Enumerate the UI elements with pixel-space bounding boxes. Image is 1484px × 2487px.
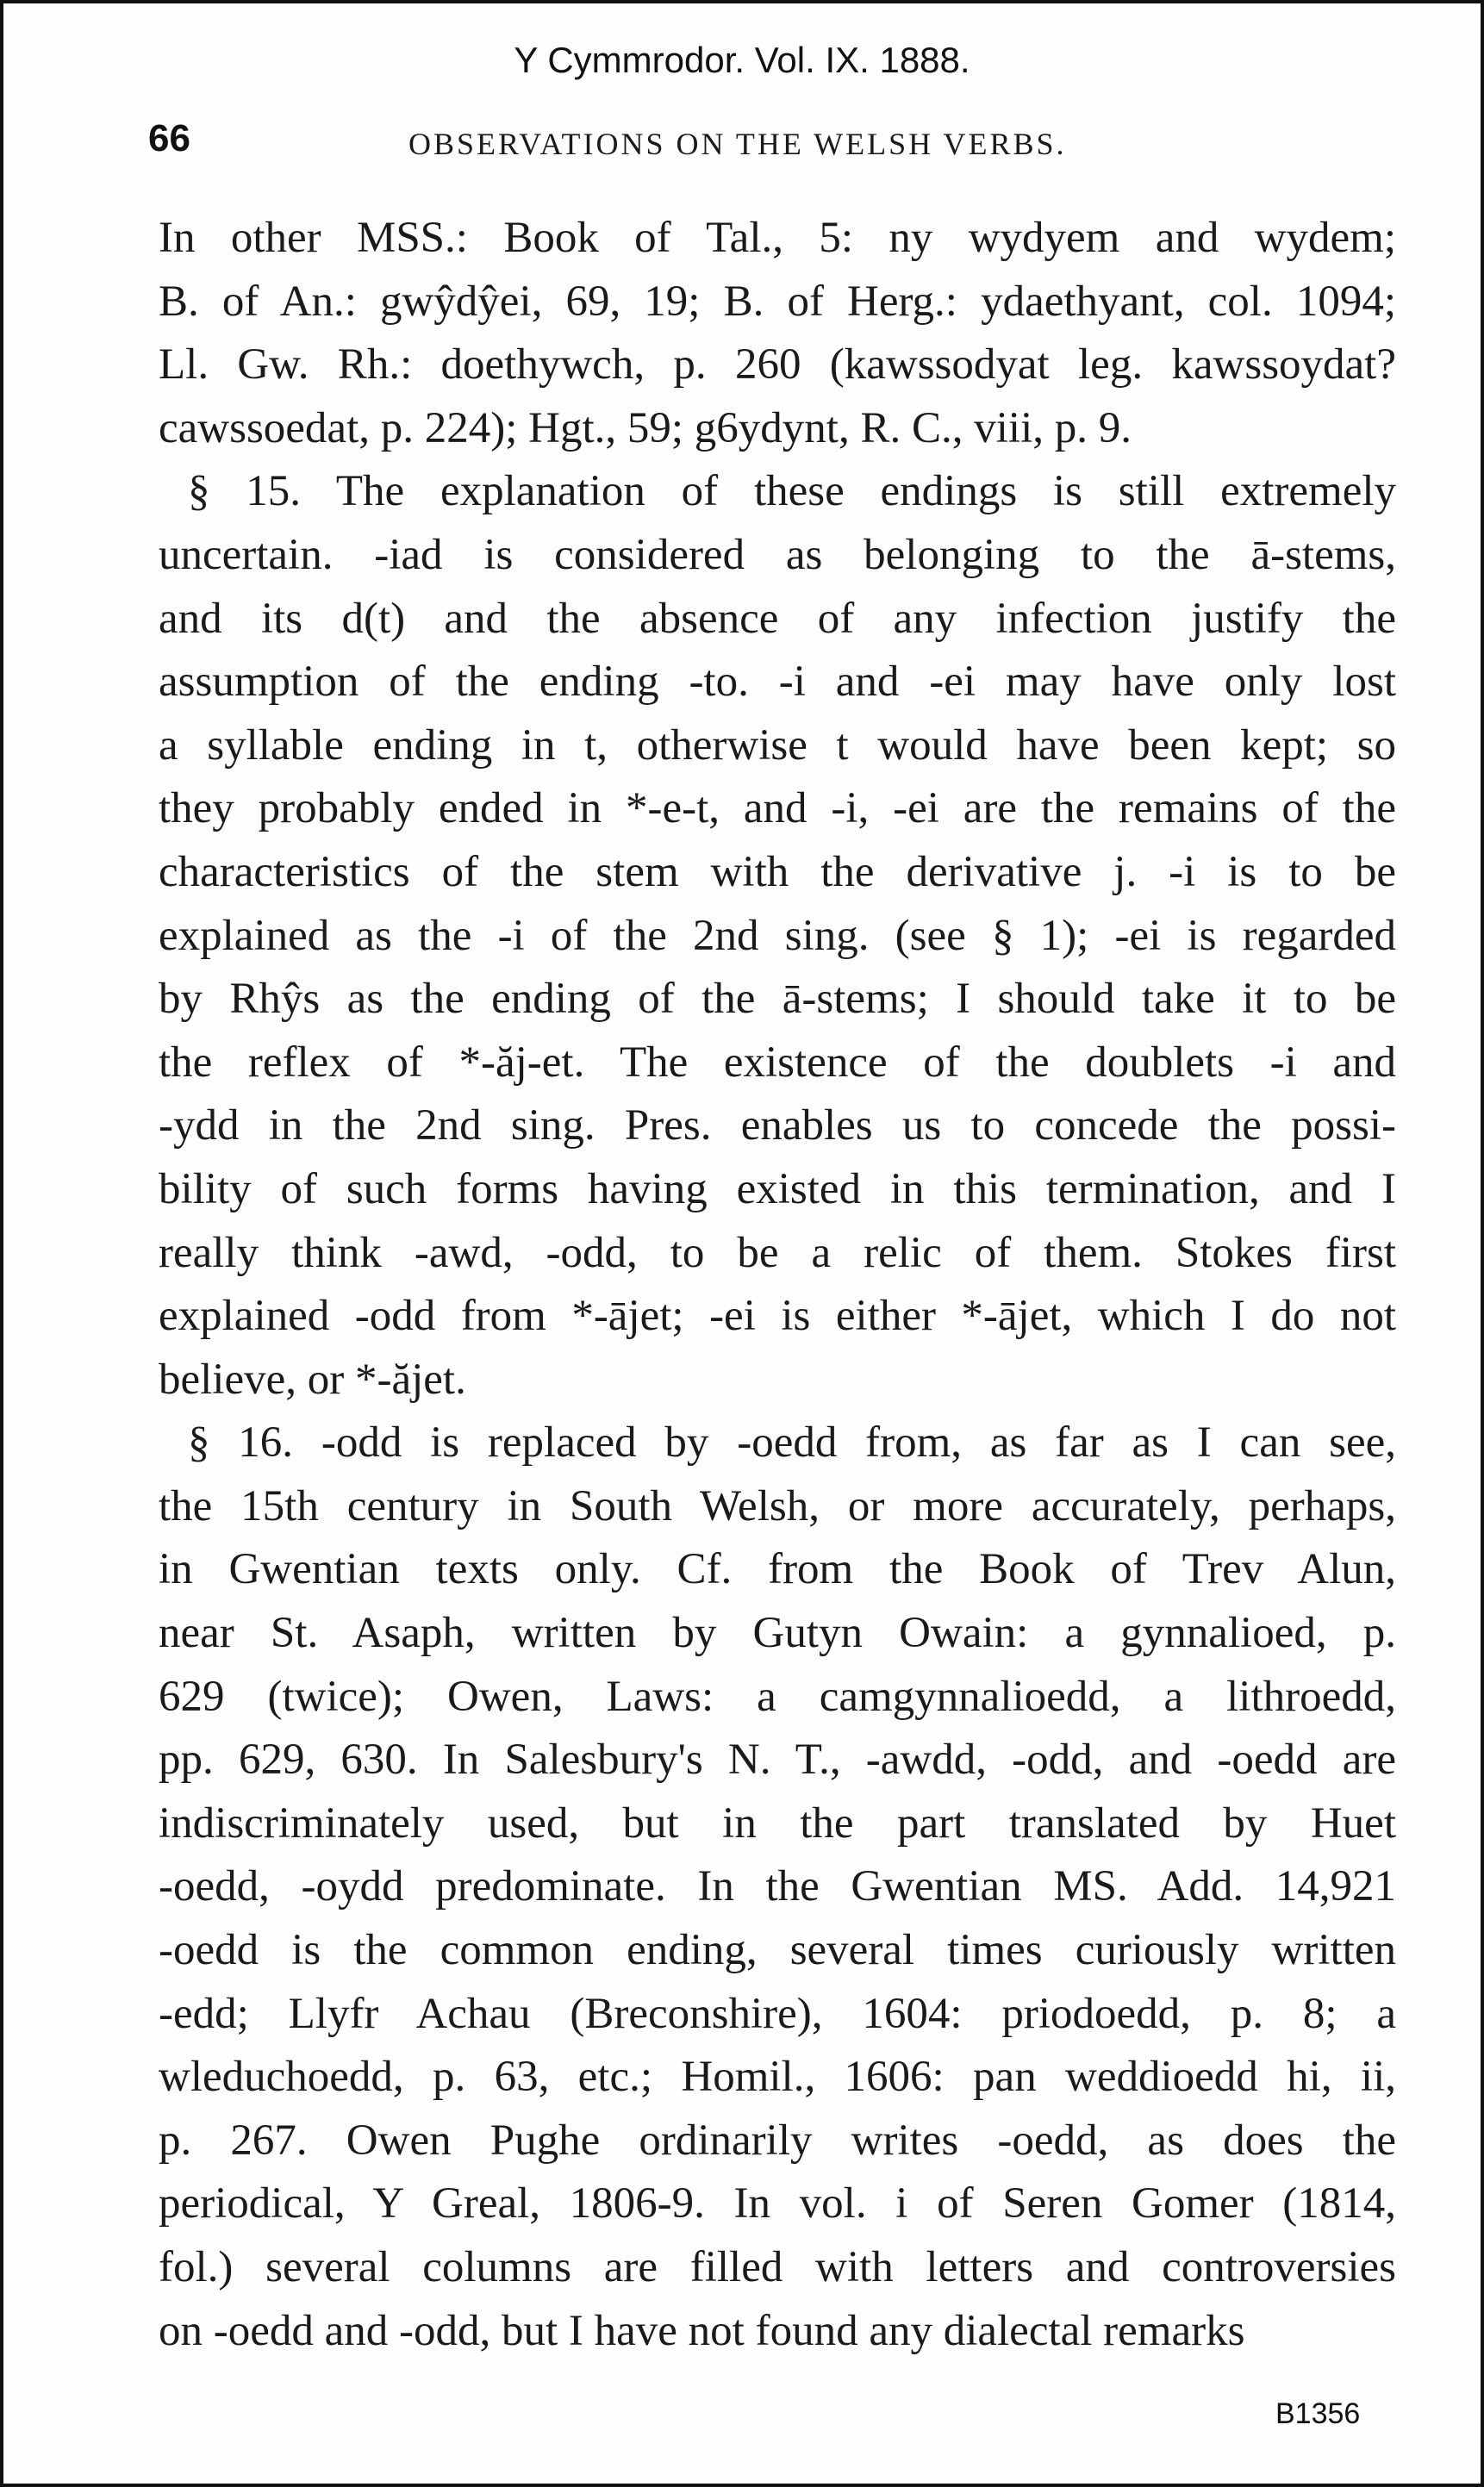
running-head: OBSERVATIONS ON THE WELSH VERBS.: [408, 127, 1067, 161]
source-citation: Y Cymmrodor. Vol. IX. 1888.: [514, 40, 970, 80]
body-text: [159, 207, 1396, 2363]
text-line: cawssoedat, p. 224); Hgt., 59; g6ydynt, R. C., viii, p. 9.: [159, 403, 1132, 452]
document-id: B1356: [1275, 2397, 1361, 2430]
text-line: on -oedd and -odd, but I have not found any dialectal remarks: [159, 2306, 1245, 2355]
text-line: -oedd is the common ending, several times curiously written: [159, 1926, 1396, 1975]
text-line: periodical, Y Greal, 1806-9. In vol. i of Seren Gomer (1814,: [159, 2179, 1396, 2228]
text-line: -oedd, -oydd predominate. In the Gwentian MS. Add. 14,921: [159, 1862, 1396, 1911]
text-line: In other MSS.: Book of Tal., 5: ny wydyem and wydem;: [159, 214, 1396, 262]
text-line: bility of such forms having existed in this termination, and I: [159, 1164, 1396, 1213]
text-line: explained as the -i of the 2nd sing. (see § 1); -ei is regarded: [159, 911, 1396, 960]
paragraph-15-start: § 15. The explanation of these endings is still extremely: [188, 467, 1396, 516]
text-line: indiscriminately used, but in the part translated by Huet: [159, 1798, 1396, 1848]
text-line: p. 267. Owen Pughe ordinarily writes -oedd, as does the: [159, 2116, 1396, 2165]
page-number: 66: [148, 117, 190, 159]
text-line: pp. 629, 630. In Salesbury's N. T., -awdd, -odd, and -oedd are: [159, 1736, 1396, 1785]
text-line: uncertain. -iad is considered as belonging to the ā-stems,: [159, 530, 1396, 579]
paragraph-16-start: § 16. -odd is replaced by -oedd from, as far as I can see,: [188, 1418, 1396, 1468]
text-line: by Rhŷs as the ending of the ā-stems; I should take it to be: [159, 975, 1396, 1024]
text-line: assumption of the ending -to. -i and -ei may have only lost: [159, 658, 1396, 707]
text-line: the reflex of *-ăj-et. The existence of the doublets -i and: [159, 1038, 1396, 1087]
text-line: -ydd in the 2nd sing. Pres. enables us to concede the possi-: [159, 1101, 1396, 1150]
text-line: near St. Asaph, written by Gutyn Owain: a gynnalioed, p.: [159, 1609, 1396, 1658]
text-line: believe, or *-ăjet.: [159, 1355, 466, 1404]
text-line: the 15th century in South Welsh, or more accurately, perhaps,: [159, 1481, 1396, 1530]
text-line: 629 (twice); Owen, Laws: a camgynnalioedd, a lithroedd,: [159, 1672, 1396, 1721]
text-line: wleduchoedd, p. 63, etc.; Homil., 1606: pan weddioedd hi, ii,: [159, 2053, 1396, 2102]
text-line: characteristics of the stem with the derivative j. -i is to be: [159, 847, 1396, 896]
text-line: -edd; Llyfr Achau (Breconshire), 1604: priodoedd, p. 8; a: [159, 1989, 1396, 2038]
text-line: a syllable ending in t, otherwise t would have been kept; so: [159, 720, 1396, 770]
text-line: really think -awd, -odd, to be a relic of them. Stokes first: [159, 1228, 1396, 1277]
text-line: Ll. Gw. Rh.: doethywch, p. 260 (kawssodyat leg. kawssoydat?: [159, 340, 1396, 390]
text-line: explained -odd from *-ājet; -ei is either *-ājet, which I do not: [159, 1292, 1396, 1341]
text-line: they probably ended in *-e-t, and -i, -ei are the remains of the: [159, 784, 1396, 833]
text-line: in Gwentian texts only. Cf. from the Book of Trev Alun,: [159, 1545, 1396, 1594]
text-line: and its d(t) and the absence of any infection justify the: [159, 594, 1396, 643]
text-line: B. of An.: gwŷdŷei, 69, 19; B. of Herg.: ydaethyant, col. 1094;: [159, 277, 1396, 326]
text-line: fol.) several columns are filled with letters and controversies: [159, 2243, 1396, 2291]
